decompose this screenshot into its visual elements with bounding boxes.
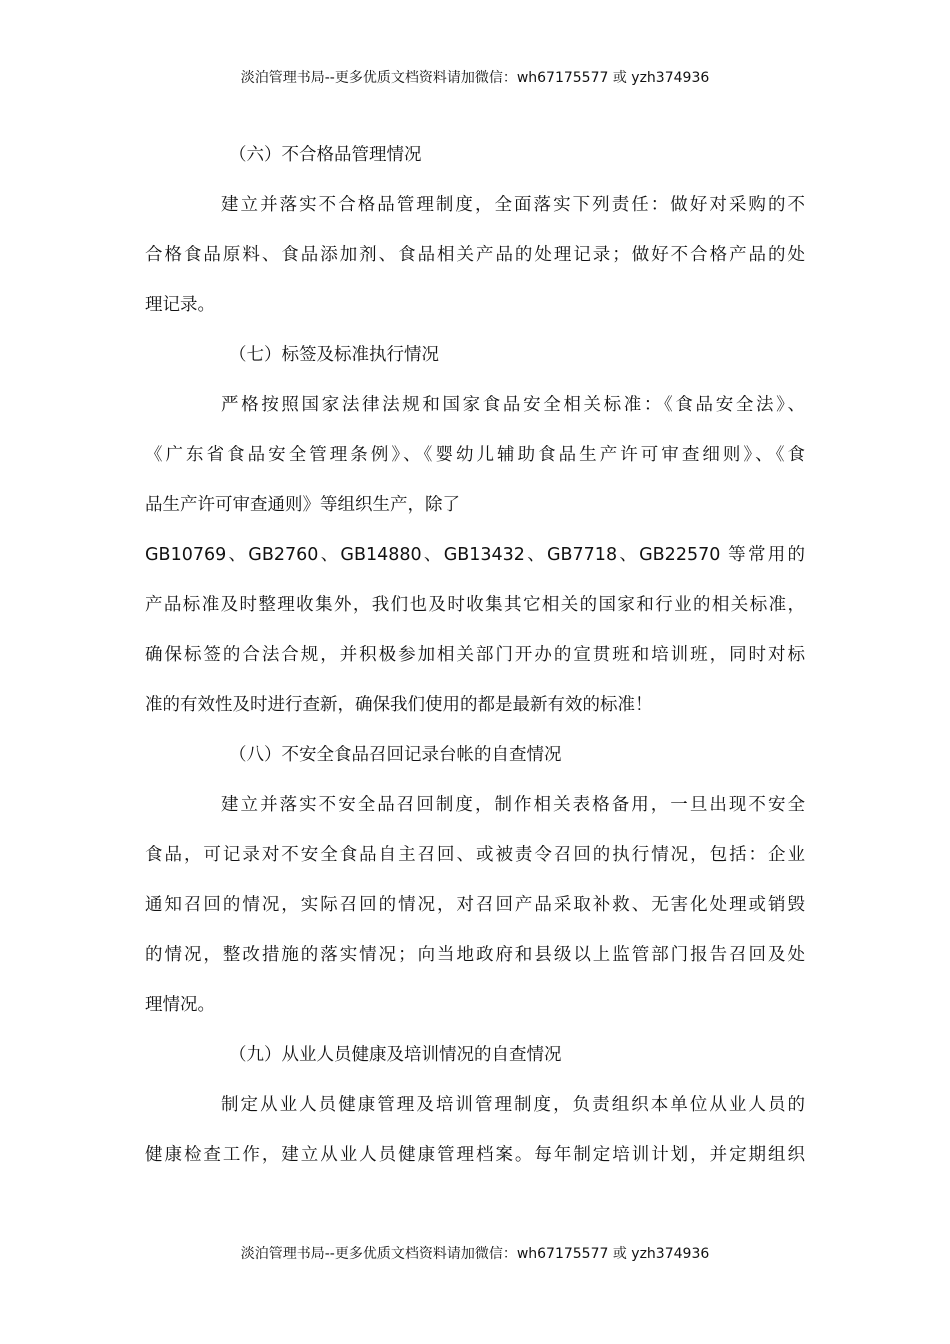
section-heading-8: （八）不安全食品召回记录台帐的自查情况	[229, 745, 562, 765]
section-heading-9: （九）从业人员健康及培训情况的自查情况	[229, 1045, 562, 1065]
page-footer: 淡泊管理书局--更多优质文档资料请加微信：wh67175577 或 yzh374936	[240, 1246, 710, 1262]
paragraph-line: 《广东省食品安全管理条例》、《婴幼儿辅助食品生产许可审查细则》、《食	[145, 445, 805, 465]
document-body	[145, 130, 805, 1180]
paragraph-line: 理记录。	[145, 295, 215, 315]
paragraph-line: 通知召回的情况，实际召回的情况，对召回产品采取补救、无害化处理或销毁	[145, 895, 805, 915]
paragraph-line: 制定从业人员健康管理及培训管理制度，负责组织本单位从业人员的	[221, 1095, 805, 1115]
paragraph-line: 准的有效性及时进行查新，确保我们使用的都是最新有效的标准！	[145, 695, 653, 715]
section-heading-6: （六）不合格品管理情况	[229, 145, 422, 165]
paragraph-line: 建立并落实不合格品管理制度，全面落实下列责任：做好对采购的不	[221, 195, 805, 215]
paragraph-line: 的情况，整改措施的落实情况；向当地政府和县级以上监管部门报告召回及处	[145, 945, 805, 965]
paragraph-line: 产品标准及时整理收集外，我们也及时收集其它相关的国家和行业的相关标准，	[145, 595, 805, 615]
paragraph-line: 健康检查工作，建立从业人员健康管理档案。每年制定培训计划，并定期组织	[145, 1145, 805, 1165]
paragraph-line: 品生产许可审查通则》等组织生产，除了	[145, 495, 460, 515]
page-header: 淡泊管理书局--更多优质文档资料请加微信：wh67175577 或 yzh374936	[240, 70, 710, 86]
paragraph-line: GB10769、GB2760、GB14880、GB13432、GB7718、GB22570 等常用的	[145, 545, 805, 565]
paragraph-line: 合格食品原料、食品添加剂、食品相关产品的处理记录；做好不合格产品的处	[145, 245, 805, 265]
section-heading-7: （七）标签及标准执行情况	[229, 345, 439, 365]
paragraph-line: 食品，可记录对不安全食品自主召回、或被责令召回的执行情况，包括：企业	[145, 845, 805, 865]
paragraph-line: 建立并落实不安全品召回制度，制作相关表格备用，一旦出现不安全	[221, 795, 805, 815]
paragraph-line: 确保标签的合法合规，并积极参加相关部门开办的宣贯班和培训班，同时对标	[145, 645, 805, 665]
paragraph-line: 理情况。	[145, 995, 215, 1015]
paragraph-line: 严格按照国家法律法规和国家食品安全相关标准：《食品安全法》、	[221, 395, 805, 415]
